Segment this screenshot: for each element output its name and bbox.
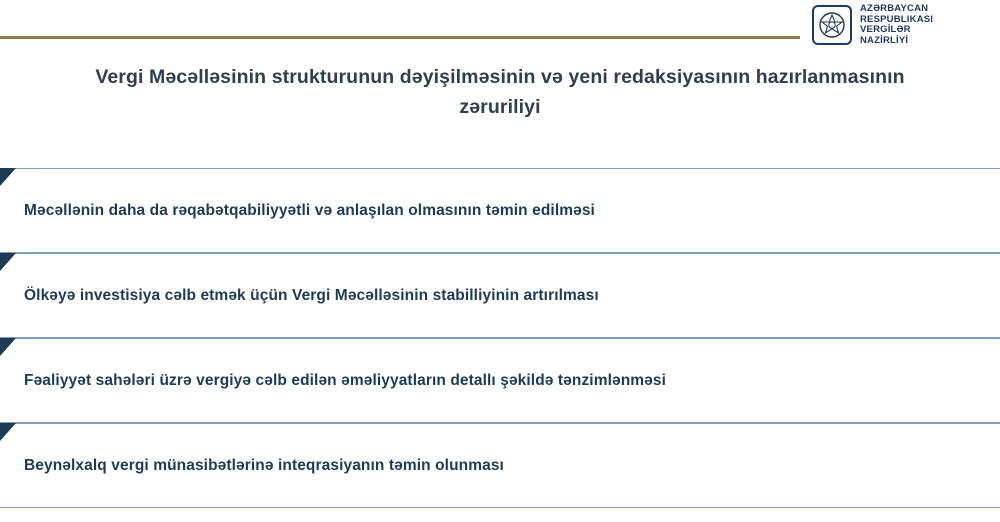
page-title: Vergi Məcəlləsinin strukturunun dəyişilməsinin və yeni redaksiyasının hazırlanmasının zəruriliyi — [95, 66, 905, 118]
logo-line-3: VERGİLƏR — [860, 24, 911, 35]
header-divider-rule — [0, 36, 800, 39]
item-divider-top — [0, 253, 1000, 254]
logo-line-1: AZƏRBAYCAN — [860, 3, 929, 14]
item-divider-top — [0, 423, 1000, 424]
list-item-label: Beynəlxalq vergi münasibətlərinə inteqrasiyanın təmin olunması — [24, 456, 504, 474]
slide-header — [0, 0, 1000, 48]
list-item — [0, 338, 1000, 423]
logo-line-4: NAZİRLİYİ — [860, 34, 909, 46]
corner-flag-icon — [0, 338, 16, 370]
bullet-list — [0, 168, 1000, 508]
ministry-logo — [812, 4, 933, 46]
logo-line-2: RESPUBLIKASI — [860, 13, 934, 25]
item-divider-bottom — [0, 507, 1000, 508]
corner-flag-icon — [0, 423, 16, 455]
item-divider-top — [0, 168, 1000, 169]
ministry-emblem-icon — [812, 5, 852, 45]
list-item — [0, 423, 1000, 508]
list-item-label: Ölkəyə investisiya cəlb etmək üçün Vergi Məcəlləsinin stabilliyinin artırılması — [24, 286, 599, 304]
list-item-label: Məcəllənin daha da rəqabətqabiliyyətli və anlaşılan olmasının təmin edilməsi — [24, 201, 595, 219]
ministry-logo-text — [860, 4, 933, 46]
item-divider-top — [0, 338, 1000, 339]
corner-flag-icon — [0, 253, 16, 285]
corner-flag-icon — [0, 168, 16, 200]
list-item-label: Fəaliyyət sahələri üzrə vergiyə cəlb edilən əməliyyatların detallı şəkildə tənzimlənməsi — [24, 371, 667, 389]
list-item — [0, 168, 1000, 253]
list-item — [0, 253, 1000, 338]
